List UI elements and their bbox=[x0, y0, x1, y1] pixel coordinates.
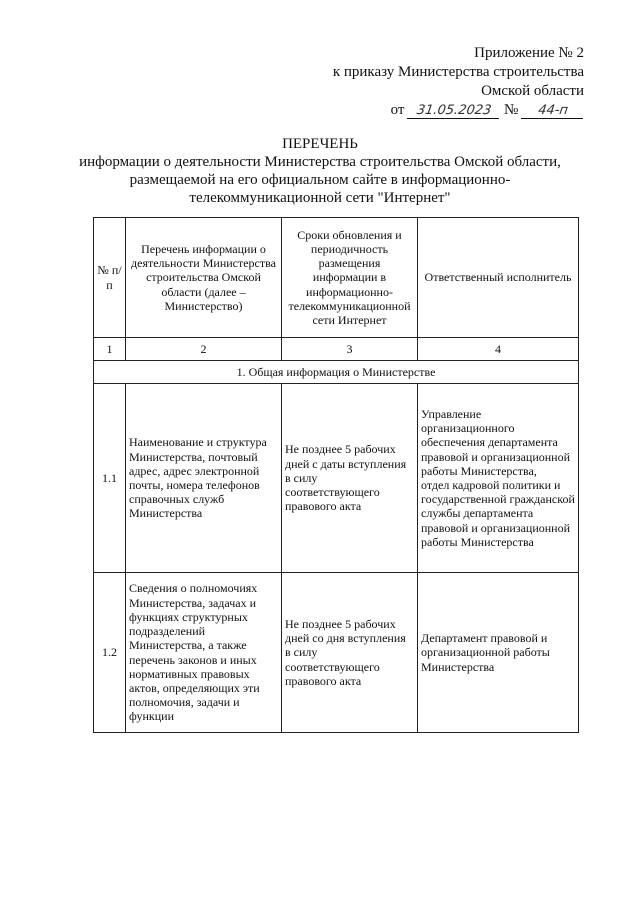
header-number: № п/п bbox=[94, 218, 126, 338]
responsible-part-1: Управление организационного обеспечения департамента правовой и организационной работы Министерства, bbox=[421, 406, 571, 478]
appendix-title: Приложение № 2 bbox=[474, 45, 584, 61]
column-number: 3 bbox=[282, 338, 418, 361]
appendix-order-ref: к приказу Министерства строительства bbox=[332, 64, 584, 80]
document-subtitle-line-1: информации о деятельности Министерства строительства Омской области, bbox=[79, 154, 561, 170]
column-number: 2 bbox=[126, 338, 282, 361]
appendix-block bbox=[333, 44, 584, 120]
responsible-part-2: отдел кадровой политики и государственной гражданской службы департамента правовой и организационной работы Министерства bbox=[421, 478, 575, 549]
header-information-list: Перечень информации о деятельности Министерства строительства Омской области (далее – Министерство) bbox=[126, 218, 282, 338]
table-header-row bbox=[94, 218, 579, 338]
document-heading bbox=[40, 135, 600, 207]
header-responsible: Ответственный исполнитель bbox=[418, 218, 579, 338]
information-table bbox=[93, 217, 579, 733]
table-row bbox=[94, 573, 579, 733]
column-numbers-row bbox=[94, 338, 579, 361]
row-terms: Не позднее 5 рабочих дней с даты вступления в силу соответствующего правового акта bbox=[282, 384, 418, 573]
document-title: ПЕРЕЧЕНЬ bbox=[282, 136, 358, 152]
row-terms: Не позднее 5 рабочих дней со дня вступления в силу соответствующего правового акта bbox=[282, 573, 418, 733]
number-sign: № bbox=[503, 102, 519, 118]
header-update-terms: Сроки обновления и периодичность размещения информации в информационно-телекоммуникационной сети Интернет bbox=[282, 218, 418, 338]
order-date-number-line bbox=[391, 101, 584, 120]
row-responsible bbox=[418, 384, 579, 573]
order-number-handwritten: 44-п bbox=[521, 103, 585, 119]
appendix-region: Омской области bbox=[481, 83, 584, 99]
column-number: 4 bbox=[418, 338, 579, 361]
row-number: 1.2 bbox=[94, 573, 126, 733]
row-responsible: Департамент правовой и организационной работы Министерства bbox=[418, 573, 579, 733]
order-date-handwritten: 31.05.2023 bbox=[407, 103, 501, 119]
row-number: 1.1 bbox=[94, 384, 126, 573]
from-label: от bbox=[390, 102, 405, 118]
document-subtitle-line-3: телекоммуникационной сети "Интернет" bbox=[189, 190, 451, 206]
document-subtitle-line-2: размещаемой на его официальном сайте в информационно- bbox=[129, 172, 511, 188]
column-number: 1 bbox=[94, 338, 126, 361]
table-row bbox=[94, 384, 579, 573]
section-title: 1. Общая информация о Министерстве bbox=[94, 361, 579, 384]
row-information: Сведения о полномочиях Министерства, задачах и функциях структурных подразделений Министерства, а также перечень законов и иных нормативных правовых актов, определяющих эти полномочия, задачи и функции bbox=[126, 573, 282, 733]
section-row bbox=[94, 361, 579, 384]
row-information: Наименование и структура Министерства, почтовый адрес, адрес электронной почты, номера телефонов справочных служб Министерства bbox=[126, 384, 282, 573]
